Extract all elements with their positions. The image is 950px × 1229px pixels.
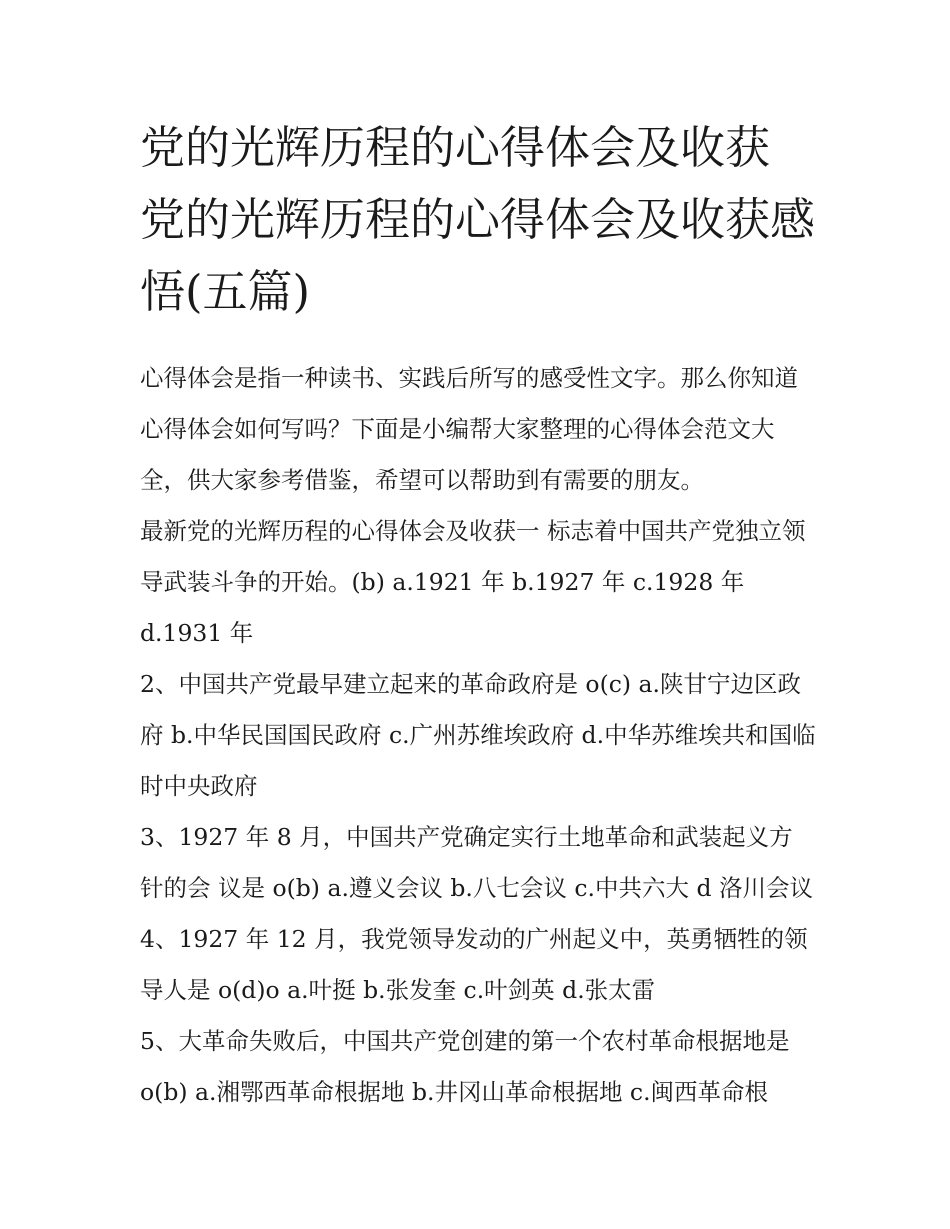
document-body (140, 353, 816, 1118)
paragraph-intro: 心得体会是指一种读书、实践后所写的感受性文字。那么你知道心得体会如何写吗？下面是小编帮大家整理的心得体会范文大全，供大家参考借鉴，希望可以帮助到有需要的朋友。 (140, 364, 798, 494)
document-title: 党的光辉历程的心得体会及收获 党的光辉历程的心得体会及收获感悟(五篇) (140, 121, 816, 318)
paragraph-question-4: 4、1927 年 12 月，我党领导发动的广州起义中，英勇牺牲的领导人是 o(d)o a.叶挺 b.张发奎 c.叶剑英 d.张太雷 (140, 925, 808, 1004)
paragraph-question-5: 5、大革命失败后，中国共产党创建的第一个农村革命根据地是 o(b) a.湘鄂西革命根据地 b.井冈山革命根据地 c.闽西革命根 (140, 1027, 790, 1106)
paragraph-question-2: 2、中国共产党最早建立起来的革命政府是 o(c) a.陕甘宁边区政府 b.中华民国国民政府 c.广州苏维埃政府 d.中华苏维埃共和国临时中央政府 (140, 670, 816, 800)
paragraph-question-1: 最新党的光辉历程的心得体会及收获一 标志着中国共产党独立领导武装斗争的开始。(b) a.1921 年 b.1927 年 c.1928 年 d.1931 年 (140, 517, 806, 647)
paragraph-question-3: 3、1927 年 8 月，中国共产党确定实行土地革命和武装起义方针的会 议是 o(b) a.遵义会议 b.八七会议 c.中共六大 d 洛川会议 (140, 823, 813, 902)
